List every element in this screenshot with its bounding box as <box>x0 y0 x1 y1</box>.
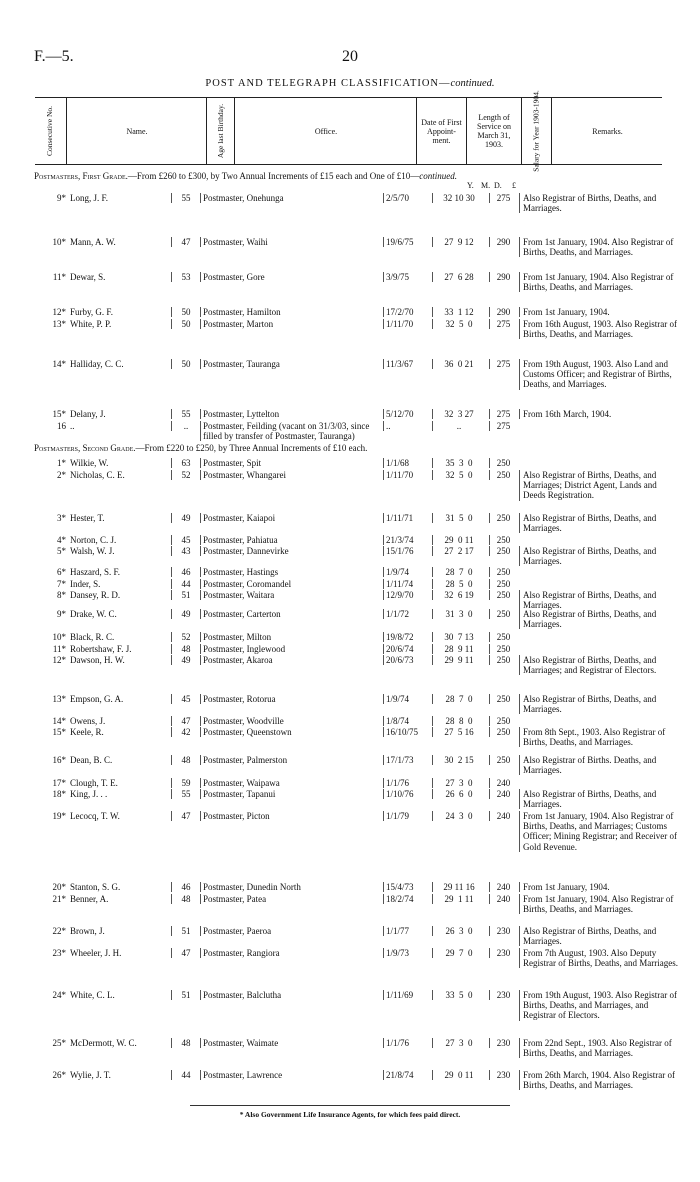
cell-date-first-appointment: 1/10/76 <box>383 789 432 799</box>
col-header-no: Consecutive No. <box>45 106 54 156</box>
cell-name: Dewar, S. <box>70 272 106 282</box>
col-header-age: Age last Birthday. <box>206 98 235 164</box>
cell-office: Postmaster, Spit <box>200 458 383 468</box>
cell-age: 46 <box>171 882 200 892</box>
cell-office: Postmaster, Carterton <box>200 609 383 619</box>
cell-age: 51 <box>171 590 200 600</box>
cell-consecutive-no: 16 <box>57 421 66 431</box>
cell-remarks: Also Registrar of Births, Deaths, and Marriages. <box>519 590 681 610</box>
cell-length-of-service: 32 5 0 <box>432 319 485 329</box>
cell-length-of-service: 29 7 0 <box>432 948 485 958</box>
cell-age: 51 <box>171 990 200 1000</box>
cell-age: 48 <box>171 894 200 904</box>
page-title <box>0 78 700 89</box>
cell-salary: 230 <box>489 948 517 958</box>
cell-age: 52 <box>171 632 200 642</box>
title-main: POST AND TELEGRAPH CLASSIFICATION— <box>205 78 451 89</box>
unit-label-y: Y. <box>467 181 474 190</box>
cell-date-first-appointment: 1/11/70 <box>383 319 432 329</box>
cell-salary: 250 <box>489 535 517 545</box>
cell-age: 49 <box>171 609 200 619</box>
cell-consecutive-no: 22* <box>52 926 66 936</box>
cell-salary: 250 <box>489 567 517 577</box>
cell-age: 55 <box>171 789 200 799</box>
col-header-remarks: Remarks. <box>551 98 663 164</box>
cell-date-first-appointment: 12/9/70 <box>383 590 432 600</box>
cell-length-of-service: 27 5 16 <box>432 727 485 737</box>
cell-date-first-appointment: 3/9/75 <box>383 272 432 282</box>
cell-office: Postmaster, Pahiatua <box>200 535 383 545</box>
cell-name: McDermott, W. C. <box>70 1038 137 1048</box>
cell-consecutive-no: 19* <box>52 811 66 821</box>
cell-office: Postmaster, Tauranga <box>200 359 383 369</box>
cell-age: 49 <box>171 513 200 523</box>
cell-office: Postmaster, Hastings <box>200 567 383 577</box>
cell-date-first-appointment: 1/9/73 <box>383 948 432 958</box>
cell-length-of-service: 27 9 12 <box>432 237 485 247</box>
cell-age: 46 <box>171 567 200 577</box>
cell-length-of-service: 29 11 16 <box>432 882 485 892</box>
cell-office: Postmaster, Waitara <box>200 590 383 600</box>
cell-office: Postmaster, Lawrence <box>200 1070 383 1080</box>
cell-name: Mann, A. W. <box>70 237 116 247</box>
cell-name: Dansey, R. D. <box>70 590 121 600</box>
cell-age: 52 <box>171 470 200 480</box>
cell-office: Postmaster, Hamilton <box>200 307 383 317</box>
cell-office: Postmaster, Picton <box>200 811 383 821</box>
cell-name: Walsh, W. J. <box>70 546 115 556</box>
cell-length-of-service: 27 3 0 <box>432 778 485 788</box>
cell-office: Postmaster, Palmerston <box>200 755 383 765</box>
cell-consecutive-no: 21* <box>52 894 66 904</box>
cell-length-of-service: 33 5 0 <box>432 990 485 1000</box>
section-heading-italic: continued. <box>419 171 458 181</box>
cell-length-of-service: 30 7 13 <box>432 632 485 642</box>
cell-name: Stanton, S. G. <box>70 882 121 892</box>
cell-consecutive-no: 25* <box>52 1038 66 1048</box>
cell-office: Postmaster, Patea <box>200 894 383 904</box>
cell-consecutive-no: 1* <box>57 458 66 468</box>
cell-salary: 290 <box>489 307 517 317</box>
cell-name: Clough, T. E. <box>70 778 118 788</box>
cell-name: White, P. P. <box>70 319 112 329</box>
cell-age: 50 <box>171 307 200 317</box>
cell-length-of-service: 28 8 0 <box>432 716 485 726</box>
cell-name: Delany, J. <box>70 409 106 419</box>
cell-name: Benner, A. <box>70 894 109 904</box>
cell-age: 51 <box>171 926 200 936</box>
cell-date-first-appointment: 11/3/67 <box>383 359 432 369</box>
cell-consecutive-no: 15* <box>52 409 66 419</box>
cell-consecutive-no: 10* <box>52 632 66 642</box>
cell-name: Keele, R. <box>70 727 104 737</box>
cell-name: Halliday, C. C. <box>70 359 124 369</box>
cell-name: Brown, J. <box>70 926 105 936</box>
cell-name: .. <box>70 421 75 431</box>
cell-age: 42 <box>171 727 200 737</box>
cell-date-first-appointment: 15/1/76 <box>383 546 432 556</box>
cell-consecutive-no: 23* <box>52 948 66 958</box>
cell-remarks: From 19th August, 1903. Also Land and Customs Officer; and Registrar of Births, Deaths, and Marriages. <box>519 359 681 390</box>
cell-date-first-appointment: 5/12/70 <box>383 409 432 419</box>
cell-date-first-appointment: 21/8/74 <box>383 1070 432 1080</box>
cell-office: Postmaster, Coromandel <box>200 579 383 589</box>
cell-date-first-appointment: 1/11/69 <box>383 990 432 1000</box>
cell-salary: 240 <box>489 778 517 788</box>
section-heading-grade: Postmasters, First Grade. <box>34 171 128 181</box>
cell-office: Postmaster, Dunedin North <box>200 882 383 892</box>
cell-length-of-service: 32 3 27 <box>432 409 485 419</box>
cell-consecutive-no: 26* <box>52 1070 66 1080</box>
page-number: 20 <box>342 48 358 65</box>
cell-salary: 275 <box>489 359 517 369</box>
cell-length-of-service: 28 5 0 <box>432 579 485 589</box>
cell-date-first-appointment: 1/1/68 <box>383 458 432 468</box>
cell-consecutive-no: 15* <box>52 727 66 737</box>
col-header-length: Length of Service on March 31, 1903. <box>466 98 521 164</box>
cell-remarks: From 16th March, 1904. <box>519 409 681 419</box>
cell-salary: 230 <box>489 1070 517 1080</box>
cell-salary: 250 <box>489 632 517 642</box>
cell-date-first-appointment: 1/1/77 <box>383 926 432 936</box>
cell-age: 48 <box>171 755 200 765</box>
cell-name: Wilkie, W. <box>70 458 109 468</box>
cell-name: Robertshaw, F. J. <box>70 644 132 654</box>
cell-consecutive-no: 9* <box>57 609 66 619</box>
section-heading-text: —From £220 to £250, by Three Annual Increments of £10 each. <box>135 443 368 453</box>
cell-office: Postmaster, Feilding (vacant on 31/3/03, since filled by transfer of Postmaster, Tauranga) <box>200 421 379 441</box>
cell-salary: 230 <box>489 990 517 1000</box>
cell-consecutive-no: 20* <box>52 882 66 892</box>
cell-office: Postmaster, Lyttelton <box>200 409 383 419</box>
cell-salary: 275 <box>489 421 517 431</box>
cell-consecutive-no: 13* <box>52 319 66 329</box>
cell-salary: 250 <box>489 579 517 589</box>
cell-length-of-service: 28 7 0 <box>432 567 485 577</box>
cell-age: 43 <box>171 546 200 556</box>
cell-consecutive-no: 14* <box>52 716 66 726</box>
cell-length-of-service: 29 0 11 <box>432 1070 485 1080</box>
cell-remarks: From 19th August, 1903. Also Registrar of Births, Deaths, and Marriages, and Registrar of Electors. <box>519 990 681 1021</box>
cell-consecutive-no: 7* <box>57 579 66 589</box>
cell-name: Dawson, H. W. <box>70 655 125 665</box>
cell-remarks: Also Registrar of Births, Deaths, and Marriages. <box>519 609 681 629</box>
cell-remarks: Also Registrar of Births, Deaths, and Marriages. <box>519 694 681 714</box>
cell-consecutive-no: 12* <box>52 655 66 665</box>
cell-consecutive-no: 14* <box>52 359 66 369</box>
cell-name: Empson, G. A. <box>70 694 124 704</box>
cell-salary: 275 <box>489 409 517 419</box>
cell-consecutive-no: 12* <box>52 307 66 317</box>
cell-salary: 240 <box>489 811 517 821</box>
cell-date-first-appointment: 16/10/75 <box>383 727 432 737</box>
cell-date-first-appointment: 1/8/74 <box>383 716 432 726</box>
cell-date-first-appointment: 17/2/70 <box>383 307 432 317</box>
cell-remarks: Also Registrar of Births, Deaths, and Marriages. <box>519 513 681 533</box>
cell-length-of-service: 28 7 0 <box>432 694 485 704</box>
cell-office: Postmaster, Woodville <box>200 716 383 726</box>
cell-consecutive-no: 9* <box>57 193 66 203</box>
cell-remarks: From 1st January, 1904. Also Registrar of Births, Deaths, and Marriages. <box>519 894 681 914</box>
cell-date-first-appointment: 1/9/74 <box>383 694 432 704</box>
cell-length-of-service: 24 3 0 <box>432 811 485 821</box>
title-italic: continued. <box>450 78 495 89</box>
cell-age: 47 <box>171 716 200 726</box>
cell-remarks: From 1st January, 1904. Also Registrar of Births, Deaths, and Marriages. <box>519 272 681 292</box>
cell-salary: 290 <box>489 272 517 282</box>
section-heading-grade: Postmasters, Second Grade. <box>34 443 136 453</box>
cell-office: Postmaster, Akaroa <box>200 655 383 665</box>
cell-length-of-service: 33 1 12 <box>432 307 485 317</box>
cell-office: Postmaster, Rotorua <box>200 694 383 704</box>
cell-office: Postmaster, Whangarei <box>200 470 383 480</box>
cell-consecutive-no: 6* <box>57 567 66 577</box>
cell-length-of-service: 29 1 11 <box>432 894 485 904</box>
cell-age: 48 <box>171 1038 200 1048</box>
cell-age: 45 <box>171 694 200 704</box>
cell-age: 50 <box>171 359 200 369</box>
cell-date-first-appointment: 1/1/79 <box>383 811 432 821</box>
cell-name: White, C. L. <box>70 990 115 1000</box>
cell-remarks: From 16th August, 1903. Also Registrar of Births, Deaths, and Marriages. <box>519 319 681 339</box>
cell-office: Postmaster, Marton <box>200 319 383 329</box>
cell-salary: 290 <box>489 237 517 247</box>
cell-date-first-appointment: 2/5/70 <box>383 193 432 203</box>
col-header-salary: Salary for Year 1903-1904. <box>521 98 552 164</box>
cell-length-of-service: 29 9 11 <box>432 655 485 665</box>
cell-date-first-appointment: 20/6/73 <box>383 655 432 665</box>
cell-office: Postmaster, Waihi <box>200 237 383 247</box>
cell-office: Postmaster, Onehunga <box>200 193 383 203</box>
cell-office: Postmaster, Milton <box>200 632 383 642</box>
cell-salary: 275 <box>489 193 517 203</box>
cell-age: .. <box>171 421 200 431</box>
cell-name: King, J. . . <box>70 789 108 799</box>
cell-salary: 250 <box>489 458 517 468</box>
cell-name: Furby, G. F. <box>70 307 113 317</box>
col-header-date: Date of First Appoint-ment. <box>416 98 466 164</box>
cell-age: 47 <box>171 948 200 958</box>
cell-salary: 230 <box>489 1038 517 1048</box>
cell-remarks: Also Registrar of Births, Deaths, and Marriages; and Registrar of Electors. <box>519 655 681 675</box>
cell-consecutive-no: 4* <box>57 535 66 545</box>
cell-name: Norton, C. J. <box>70 535 117 545</box>
cell-age: 47 <box>171 237 200 247</box>
cell-age: 47 <box>171 811 200 821</box>
cell-remarks: Also Registrar of Births. Deaths, and Marriages. <box>519 755 681 775</box>
cell-remarks: From 8th Sept., 1903. Also Registrar of Births, Deaths, and Marriages. <box>519 727 681 747</box>
cell-remarks: From 1st January, 1904. <box>519 307 681 317</box>
cell-date-first-appointment: 15/4/73 <box>383 882 432 892</box>
cell-remarks: Also Registrar of Births, Deaths, and Marriages; District Agent, Lands and Deeds Registration. <box>519 470 681 501</box>
cell-office: Postmaster, Paeroa <box>200 926 383 936</box>
cell-length-of-service: 27 2 17 <box>432 546 485 556</box>
cell-length-of-service: 27 6 28 <box>432 272 485 282</box>
unit-label-m: M. <box>481 181 491 190</box>
cell-name: Haszard, S. F. <box>70 567 121 577</box>
cell-age: 44 <box>171 579 200 589</box>
unit-label-d: D. <box>494 181 502 190</box>
cell-length-of-service: 29 0 11 <box>432 535 485 545</box>
cell-salary: 250 <box>489 590 517 600</box>
cell-salary: 250 <box>489 716 517 726</box>
cell-remarks: Also Registrar of Births, Deaths, and Marriages. <box>519 926 681 946</box>
cell-salary: 250 <box>489 546 517 556</box>
cell-office: Postmaster, Tapanui <box>200 789 383 799</box>
footnote: * Also Government Life Insurance Agents, for which fees paid direct. <box>239 1110 461 1119</box>
table-column-header <box>35 90 662 172</box>
footnote-rule <box>190 1105 510 1106</box>
cell-length-of-service: 26 3 0 <box>432 926 485 936</box>
cell-length-of-service: 30 2 15 <box>432 755 485 765</box>
cell-remarks: Also Registrar of Births, Deaths, and Marriages. <box>519 789 681 809</box>
cell-office: Postmaster, Waimate <box>200 1038 383 1048</box>
cell-date-first-appointment: 1/11/71 <box>383 513 432 523</box>
cell-salary: 250 <box>489 727 517 737</box>
cell-length-of-service: .. <box>432 421 485 431</box>
cell-name: Lecocq, T. W. <box>70 811 120 821</box>
cell-consecutive-no: 11* <box>52 644 66 654</box>
cell-salary: 250 <box>489 694 517 704</box>
cell-office: Postmaster, Dannevirke <box>200 546 383 556</box>
cell-age: 48 <box>171 644 200 654</box>
cell-date-first-appointment: 19/6/75 <box>383 237 432 247</box>
cell-salary: 240 <box>489 894 517 904</box>
cell-length-of-service: 35 3 0 <box>432 458 485 468</box>
cell-date-first-appointment: 1/1/76 <box>383 1038 432 1048</box>
cell-office: Postmaster, Queenstown <box>200 727 383 737</box>
cell-length-of-service: 28 9 11 <box>432 644 485 654</box>
cell-remarks: Also Registrar of Births, Deaths, and Marriages. <box>519 193 681 213</box>
cell-date-first-appointment: 20/6/74 <box>383 644 432 654</box>
cell-age: 49 <box>171 655 200 665</box>
cell-salary: 240 <box>489 789 517 799</box>
cell-name: Owens, J. <box>70 716 106 726</box>
cell-date-first-appointment: 21/3/74 <box>383 535 432 545</box>
cell-length-of-service: 32 6 19 <box>432 590 485 600</box>
cell-consecutive-no: 3* <box>57 513 66 523</box>
cell-remarks: Also Registrar of Births, Deaths, and Marriages. <box>519 546 681 566</box>
cell-name: Dean, B. C. <box>70 755 113 765</box>
cell-date-first-appointment: 1/9/74 <box>383 567 432 577</box>
cell-consecutive-no: 16* <box>52 755 66 765</box>
cell-length-of-service: 26 6 0 <box>432 789 485 799</box>
cell-length-of-service: 27 3 0 <box>432 1038 485 1048</box>
cell-date-first-appointment: 1/11/70 <box>383 470 432 480</box>
cell-length-of-service: 32 10 30 <box>432 193 485 203</box>
col-header-office: Office. <box>234 98 417 164</box>
section-heading <box>34 443 367 453</box>
col-header-name: Name. <box>66 98 207 164</box>
cell-age: 63 <box>171 458 200 468</box>
cell-remarks: From 22nd Sept., 1903. Also Registrar of Births, Deaths, and Marriages. <box>519 1038 681 1058</box>
cell-consecutive-no: 8* <box>57 590 66 600</box>
cell-salary: 240 <box>489 882 517 892</box>
cell-remarks: From 1st January, 1904. Also Registrar of Births, Deaths, and Marriages; Customs Officer; Mining Registrar; and Receiver of Gold Revenue. <box>519 811 681 852</box>
cell-remarks: From 7th August, 1903. Also Deputy Registrar of Births, Deaths, and Marriages. <box>519 948 681 968</box>
cell-salary: 250 <box>489 470 517 480</box>
cell-date-first-appointment: 1/1/76 <box>383 778 432 788</box>
cell-office: Postmaster, Waipawa <box>200 778 383 788</box>
cell-office: Postmaster, Inglewood <box>200 644 383 654</box>
cell-age: 50 <box>171 319 200 329</box>
cell-salary: 250 <box>489 644 517 654</box>
cell-date-first-appointment: .. <box>383 421 432 431</box>
cell-salary: 230 <box>489 926 517 936</box>
cell-consecutive-no: 13* <box>52 694 66 704</box>
cell-length-of-service: 31 3 0 <box>432 609 485 619</box>
cell-age: 59 <box>171 778 200 788</box>
cell-salary: 250 <box>489 609 517 619</box>
cell-salary: 250 <box>489 513 517 523</box>
cell-name: Wheeler, J. H. <box>70 948 122 958</box>
cell-remarks: From 1st January, 1904. Also Registrar of Births, Deaths, and Marriages. <box>519 237 681 257</box>
document-code: F.—5. <box>34 48 74 65</box>
cell-name: Wylie, J. T. <box>70 1070 111 1080</box>
section-heading <box>34 171 457 181</box>
section-heading-text: —From £260 to £300, by Two Annual Increments of £15 each and One of £10— <box>127 171 420 181</box>
cell-length-of-service: 32 5 0 <box>432 470 485 480</box>
cell-salary: 250 <box>489 755 517 765</box>
cell-date-first-appointment: 19/8/72 <box>383 632 432 642</box>
cell-date-first-appointment: 1/11/74 <box>383 579 432 589</box>
cell-name: Inder, S. <box>70 579 101 589</box>
cell-age: 53 <box>171 272 200 282</box>
cell-name: Hester, T. <box>70 513 105 523</box>
cell-consecutive-no: 24* <box>52 990 66 1000</box>
cell-office: Postmaster, Rangiora <box>200 948 383 958</box>
cell-consecutive-no: 5* <box>57 546 66 556</box>
cell-consecutive-no: 2* <box>57 470 66 480</box>
unit-label-pound: £ <box>512 181 516 190</box>
cell-office: Postmaster, Kaiapoi <box>200 513 383 523</box>
cell-age: 45 <box>171 535 200 545</box>
cell-name: Black, R. C. <box>70 632 115 642</box>
cell-age: 55 <box>171 193 200 203</box>
cell-age: 55 <box>171 409 200 419</box>
cell-consecutive-no: 17* <box>52 778 66 788</box>
cell-salary: 250 <box>489 655 517 665</box>
cell-name: Drake, W. C. <box>70 609 117 619</box>
cell-date-first-appointment: 18/2/74 <box>383 894 432 904</box>
cell-remarks: From 26th March, 1904. Also Registrar of Births, Deaths, and Marriages. <box>519 1070 681 1090</box>
cell-office: Postmaster, Gore <box>200 272 383 282</box>
cell-length-of-service: 36 0 21 <box>432 359 485 369</box>
cell-age: 44 <box>171 1070 200 1080</box>
cell-salary: 275 <box>489 319 517 329</box>
cell-date-first-appointment: 1/1/72 <box>383 609 432 619</box>
cell-consecutive-no: 18* <box>52 789 66 799</box>
cell-date-first-appointment: 17/1/73 <box>383 755 432 765</box>
cell-consecutive-no: 10* <box>52 237 66 247</box>
cell-remarks: From 1st January, 1904. <box>519 882 681 892</box>
cell-name: Long, J. F. <box>70 193 109 203</box>
cell-office: Postmaster, Balclutha <box>200 990 383 1000</box>
cell-length-of-service: 31 5 0 <box>432 513 485 523</box>
cell-name: Nicholas, C. E. <box>70 470 125 480</box>
cell-consecutive-no: 11* <box>52 272 66 282</box>
